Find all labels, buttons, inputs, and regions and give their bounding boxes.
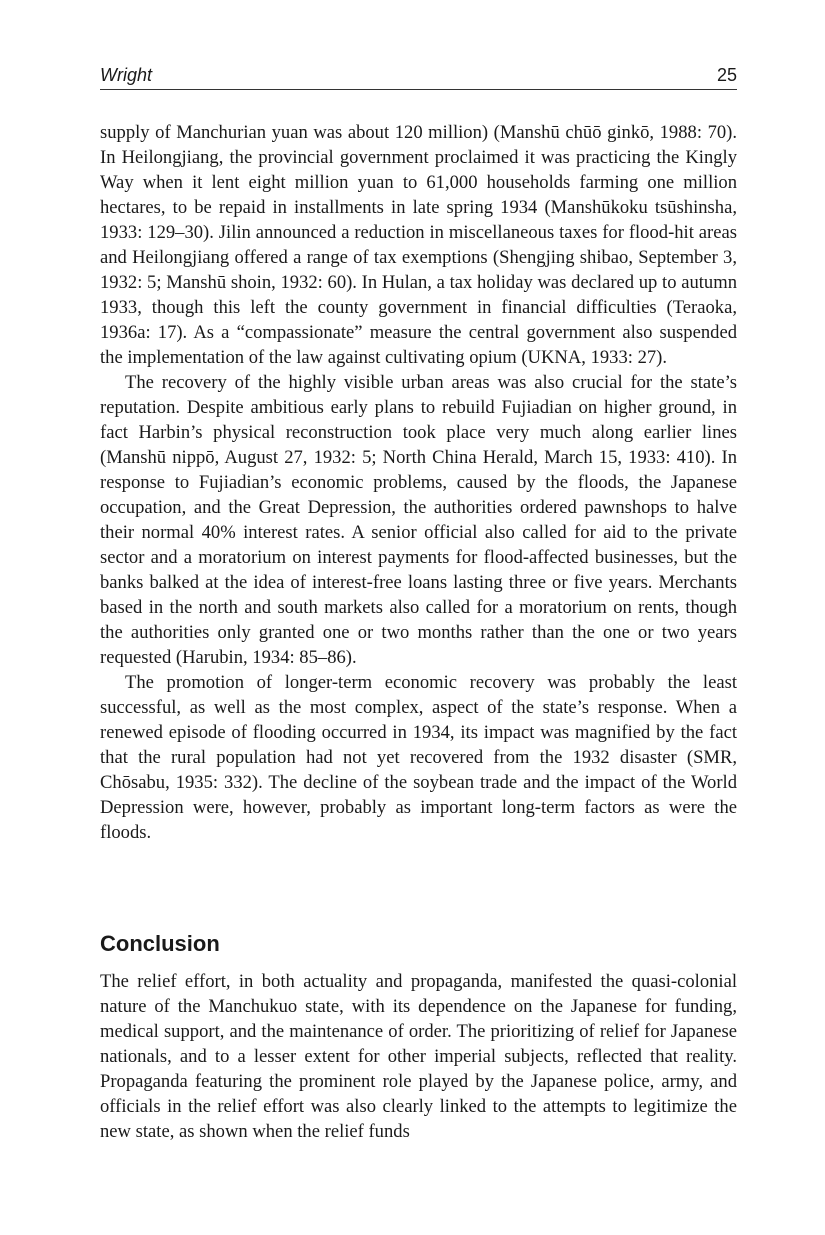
conclusion-text [100, 969, 737, 1144]
body-text [100, 120, 737, 845]
running-header [100, 63, 737, 90]
conclusion-paragraph: The relief effort, in both actuality and propaganda, manifested the quasi-colonial nature of the Manchukuo state, with its dependence on the Japanese for funding, medical support, and the maintenance of order. The prioritizing of relief for Japanese nationals, and to a lesser extent for other imperial subjects, reflected that reality. Propaganda featuring the prominent role played by the Japanese police, army, and officials in the relief effort was also clearly linked to the attempts to legitimize the new state, as shown when the relief funds [100, 971, 737, 1142]
body-paragraph-urban-recovery: The recovery of the highly visible urban areas was also crucial for the state’s reputation. Despite ambitious early plans to rebuild Fujiadian on higher ground, in fact Harbin’s physical reconstruction took place very much along earlier lines (Manshū nippō, August 27, 1932: 5; North China Herald, March 15, 1933: 410). In response to Fujiadian’s economic problems, caused by the floods, the Japanese occupation, and the Great Depression, the authorities ordered pawnshops to halve their normal 40% interest rates. A senior official also called for aid to the private sector and a moratorium on interest payments for flood-affected businesses, but the banks balked at the idea of interest-free loans lasting three or five years. Merchants based in the north and south markets also called for a moratorium on rents, though the authorities only granted one or two months rather than the one or two years requested (Harubin, 1934: 85–86). [100, 372, 737, 668]
body-paragraph-continued: supply of Manchurian yuan was about 120 million) (Manshū chūō ginkō, 1988: 70). In Heilongjiang, the provincial government proclaimed it was practicing the Kingly Way when it lent eight million yuan to 61,000 households farming one million hectares, to be repaid in installments in late spring 1934 (Manshūkoku tsūshinsha, 1933: 129–30). Jilin announced a reduction in miscellaneous taxes for flood-hit areas and Heilongjiang offered a range of tax exemptions (Shengjing shibao, September 3, 1932: 5; Manshū shoin, 1932: 60). In Hulan, a tax holiday was declared up to autumn 1933, though this left the county government in financial difficulties (Teraoka, 1936a: 17). As a “compassionate” measure the central government also suspended the implementation of the law against cultivating opium (UKNA, 1933: 27). [100, 122, 737, 368]
running-head-author: Wright [100, 65, 153, 85]
section-heading-conclusion: Conclusion [100, 931, 220, 956]
body-paragraph-economic-recovery: The promotion of longer-term economic recovery was probably the least successful, as well as the most complex, aspect of the state’s response. When a renewed episode of flooding occurred in 1934, its impact was magnified by the fact that the rural population had not yet recovered from the 1932 disaster (SMR, Chōsabu, 1935: 332). The decline of the soybean trade and the impact of the World Depression were, however, probably as important long-term factors as were the floods. [100, 672, 737, 843]
page-number: 25 [716, 65, 737, 85]
